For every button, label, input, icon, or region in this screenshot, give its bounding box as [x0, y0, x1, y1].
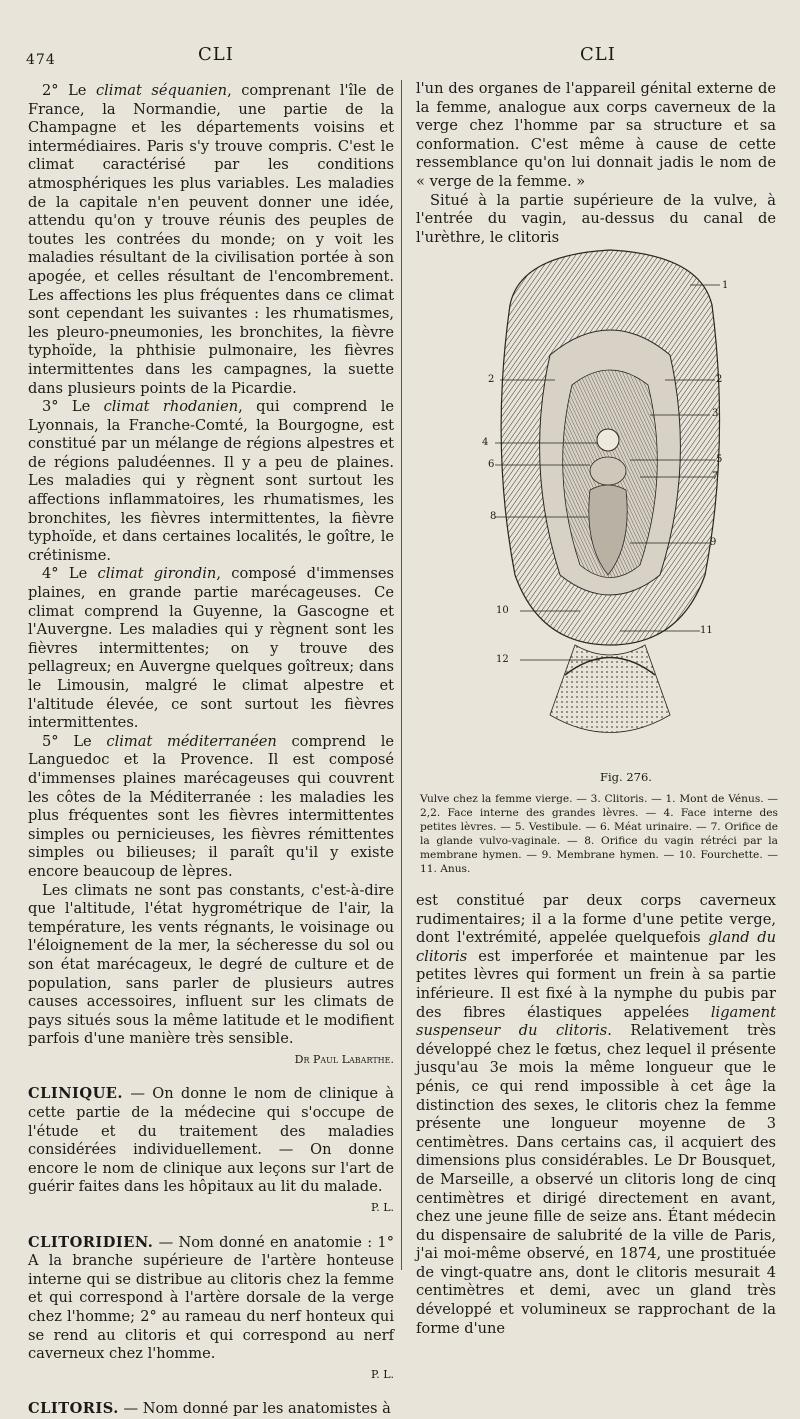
signature: P. L.	[371, 1367, 394, 1381]
left-column	[28, 82, 394, 1419]
figure-label: 4	[482, 437, 489, 448]
signature: Dr Paul Labarthe.	[294, 1052, 394, 1066]
anatomical-illustration	[480, 245, 740, 765]
figure-label: 10	[496, 605, 509, 616]
paragraph-climat-girondin: 4° Le climat girondin, composé d'immenses plaines, en grande partie marécageuses. Ce climat comprend la Guyenne, la Gascogne et l'Auvergne. Les maladies qui y règnent sont les fièvres intermittentes; on y trouve des pellagreux; en Auvergne quelques goîtreux; dans le Limousin, malgré le climat alpestre et l'altitude élevée, ce sont surtout les fièvres intermittentes.	[28, 565, 394, 732]
paragraph-clitoris-description: est constitué par deux corps caverneux rudimentaires; il a la forme d'une petite verge, dont l'extrémité, appelée quelquefois gland du clitoris est imperforée et maintenue par les petites lèvres qui forment un frein à sa partie inférieure. Il est fixé à la nymphe du pubis par des fibres élastiques appelées ligament suspenseur du clitoris. Relativement très développé chez le fœtus, chez lequel il présente jusqu'au 3e mois la même longueur que le pénis, ce qui rend impossible à cet âge la distinction des sexes, le clitoris chez la femme présente une longueur moyenne de 3 centimètres. Dans certains cas, il acquiert des dimensions plus considérables. Le Dr Bousquet, de Marseille, a observé un clitoris long de cinq centimètres et dirigé directement en avant, chez une jeune fille de seize ans. Étant médecin du dispensaire de salubrité de la ville de Paris, j'ai moi-même observé, en 1874, une prostituée de vingt-quatre ans, dont le clitoris mesurait 4 centimètres et demi, avec un gland très développé et volumineux se rapprochant de la forme d'une	[416, 892, 776, 1337]
page-number: 474	[26, 52, 56, 68]
column-divider	[401, 80, 402, 1270]
figure-label: 9	[710, 537, 717, 548]
figure-title: Fig. 276.	[600, 770, 652, 784]
figure-label: 11	[700, 625, 713, 636]
right-column-top	[416, 80, 776, 247]
entry-clinique: CLINIQUE. — On donne le nom de clinique à cette partie de la médecine qui s'occupe de l'étude et du traitement des maladies considérées individuellement. — On donne encore le nom de clinique aux leçons sur l'art de guérir faites dans les hôpitaux au lit du malade.	[28, 1085, 394, 1196]
running-head-left: CLI	[198, 44, 234, 65]
figure-label: 1	[722, 280, 729, 291]
running-head-right: CLI	[580, 44, 616, 65]
entry-clitoris: CLITORIS. — Nom donné par les anatomistes à	[28, 1400, 391, 1418]
figure-label: 2	[716, 374, 723, 385]
right-column-bottom	[416, 892, 776, 1338]
paragraph-climat-sequanien: 2° Le climat séquanien, comprenant l'île de France, la Normandie, une partie de la Champagne et les départements voisins et intermédiaires. Paris s'y trouve compris. C'est le climat caractérisé par les conditions atmosphériques les plus variables. Les maladies de la capitale n'en peuvent donner une idée, attendu qu'on y trouve réunis des peuples de toutes les contrées du monde; on y voit les maladies résultant de la civilisation portée à son apogée, et celles résultant de l'encombrement. Les affections les plus fréquentes dans ce climat sont cependant les suivantes : les rhumatismes, les pleuro-pneumonies, les bronchites, la fièvre typhoïde, la phthisie pulmonaire, les fièvres intermittentes dans les campagnes, la suette dans plusieurs points de la Picardie.	[28, 82, 394, 397]
figure-label: 5	[716, 454, 723, 465]
figure-label: 2	[488, 374, 495, 385]
paragraph-climat-mediterraneen: 5° Le climat méditerranéen comprend le Languedoc et la Provence. Il est composé d'immenses plaines marécageuses qui couvrent les côtes de la Méditerranée : les maladies les plus fréquentes sont les fièvres intermittentes simples ou pernicieuses, les fièvres rémittentes simples ou bilieuses; il paraît qu'il y existe encore beaucoup de lèpres.	[28, 732, 395, 880]
figure-label: 7	[712, 471, 719, 482]
figure-label: 6	[488, 459, 495, 470]
signature: P. L.	[371, 1201, 394, 1215]
paragraph-clitoris-situation: Situé à la partie supérieure de la vulve, à l'entrée du vagin, au-dessus du canal de l'urèthre, le clitoris	[416, 191, 776, 246]
figure-label: 3	[712, 408, 719, 419]
entry-clitoridien: CLITORIDIEN. — Nom donné en anatomie : 1° A la branche supérieure de l'artère honteuse interne qui se distribue au clitoris chez la femme et qui correspond à l'artère dorsale de la verge chez l'homme; 2° au rameau du nerf honteux qui se rend au clitoris et qui correspond au nerf caverneux chez l'homme.	[28, 1233, 394, 1363]
paragraph-clitoris-definition: l'un des organes de l'appareil génital externe de la femme, analogue aux corps caverneux de la verge chez l'homme par sa structure et sa conformation. C'est même à cause de cette ressemblance qu'on lui donnait jadis le nom de « verge de la femme. »	[416, 80, 776, 190]
paragraph-climat-rhodanien: 3° Le climat rhodanien, qui comprend le Lyonnais, la Franche-Comté, la Bourgogne, est constitué par un mélange de régions alpestres et de régions paludéennes. Il y a peu de plaines. Les maladies qui y règnent sont surtout les affections inflammatoires, les rhumatismes, les bronchites, les fièvres intermittentes, la fièvre typhoïde, et dans certaines localités, le goître, le crétinisme.	[28, 398, 395, 564]
figure-label: 8	[490, 511, 497, 522]
paragraph-climats: Les climats ne sont pas constants, c'est-à-dire que l'altitude, l'état hygrométrique de l'air, la température, les vents régnants, le voisinage ou l'éloignement de la mer, la sécheresse du sol ou son état marécageux, le degré de culture et de population, sans parler de plusieurs autres causes accessoires, influent sur les climats de pays situés sous la même latitude et le modifient parfois d'une manière très sensible.	[28, 881, 394, 1048]
figure-label: 12	[496, 654, 509, 665]
figure-caption: Vulve chez la femme vierge. — 3. Clitoris. — 1. Mont de Vénus. — 2,2. Face interne des grandes lèvres. — 4. Face interne des petites lèvres. — 5. Vestibule. — 6. Méat urinaire. — 7. Orifice de la glande vulvo-vaginale. — 8. Orifice du vagin rétréci par la membrane hymen. — 9. Membrane hymen. — 10. Fourchette. — 11. Anus.	[420, 793, 778, 875]
